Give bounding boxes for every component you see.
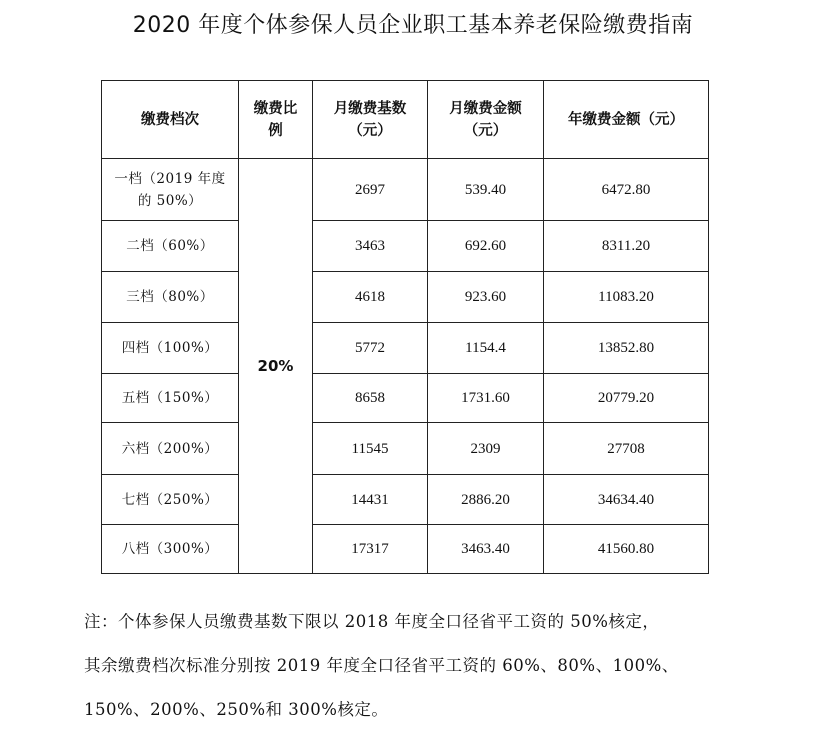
footnote	[84, 600, 784, 732]
footnote-line3: 150%、200%、250%和 300%核定。	[84, 700, 389, 719]
annual-cell: 6472.80	[544, 159, 709, 221]
annual-cell: 20779.20	[544, 374, 709, 423]
base-cell: 4618	[313, 272, 428, 323]
header-annual	[544, 81, 709, 159]
monthly-cell: 923.60	[428, 272, 544, 323]
base-cell: 8658	[313, 374, 428, 423]
header-annual-label: 年缴费金额（元）	[568, 111, 684, 128]
table-header-row	[102, 81, 709, 159]
table-row	[102, 272, 709, 323]
page-title: 2020 年度个体参保人员企业职工基本养老保险缴费指南	[132, 13, 694, 38]
base-cell: 5772	[313, 323, 428, 374]
grade-label-line1: 一档（2019 年度	[114, 170, 226, 187]
table-row	[102, 159, 709, 221]
header-grade-label: 缴费档次	[141, 111, 199, 128]
annual-cell: 8311.20	[544, 221, 709, 272]
table-row	[102, 374, 709, 423]
annual-cell: 41560.80	[544, 525, 709, 574]
footnote-line1: 注：个体参保人员缴费基数下限以 2018 年度全口径省平工资的 50%核定，	[84, 612, 660, 631]
table-row	[102, 423, 709, 475]
annual-cell: 13852.80	[544, 323, 709, 374]
grade-cell: 八档（300%）	[102, 525, 239, 574]
contribution-table	[101, 80, 709, 574]
grade-label-line2: 的 50%）	[137, 192, 203, 209]
header-monthly-label-line1: 月缴费金额	[449, 100, 522, 117]
base-cell: 14431	[313, 475, 428, 525]
grade-cell: 七档（250%）	[102, 475, 239, 525]
header-monthly-label-line2: （元）	[463, 122, 508, 139]
header-grade	[102, 81, 239, 159]
rate-cell: 20%	[239, 159, 313, 574]
monthly-cell: 539.40	[428, 159, 544, 221]
footnote-line2: 其余缴费档次标准分别按 2019 年度全口径省平工资的 60%、80%、100%、	[84, 656, 679, 675]
monthly-cell: 2886.20	[428, 475, 544, 525]
annual-cell: 11083.20	[544, 272, 709, 323]
monthly-cell: 3463.40	[428, 525, 544, 574]
grade-cell: 四档（100%）	[102, 323, 239, 374]
table-row	[102, 525, 709, 574]
grade-cell: 六档（200%）	[102, 423, 239, 475]
annual-cell: 27708	[544, 423, 709, 475]
annual-cell: 34634.40	[544, 475, 709, 525]
monthly-cell: 692.60	[428, 221, 544, 272]
base-cell: 11545	[313, 423, 428, 475]
base-cell: 3463	[313, 221, 428, 272]
header-rate-label-line1: 缴费比	[253, 100, 298, 117]
header-monthly	[428, 81, 544, 159]
monthly-cell: 1731.60	[428, 374, 544, 423]
grade-cell	[102, 159, 239, 221]
monthly-cell: 2309	[428, 423, 544, 475]
grade-cell: 五档（150%）	[102, 374, 239, 423]
header-base-label-line2: （元）	[348, 122, 392, 139]
header-rate	[239, 81, 313, 159]
base-cell: 17317	[313, 525, 428, 574]
header-rate-label-line2: 例	[268, 122, 283, 139]
header-base-label-line1: 月缴费基数	[333, 100, 407, 117]
grade-cell: 三档（80%）	[102, 272, 239, 323]
monthly-cell: 1154.4	[428, 323, 544, 374]
grade-cell: 二档（60%）	[102, 221, 239, 272]
table-row	[102, 475, 709, 525]
table-row	[102, 221, 709, 272]
header-base	[313, 81, 428, 159]
base-cell: 2697	[313, 159, 428, 221]
table-row	[102, 323, 709, 374]
